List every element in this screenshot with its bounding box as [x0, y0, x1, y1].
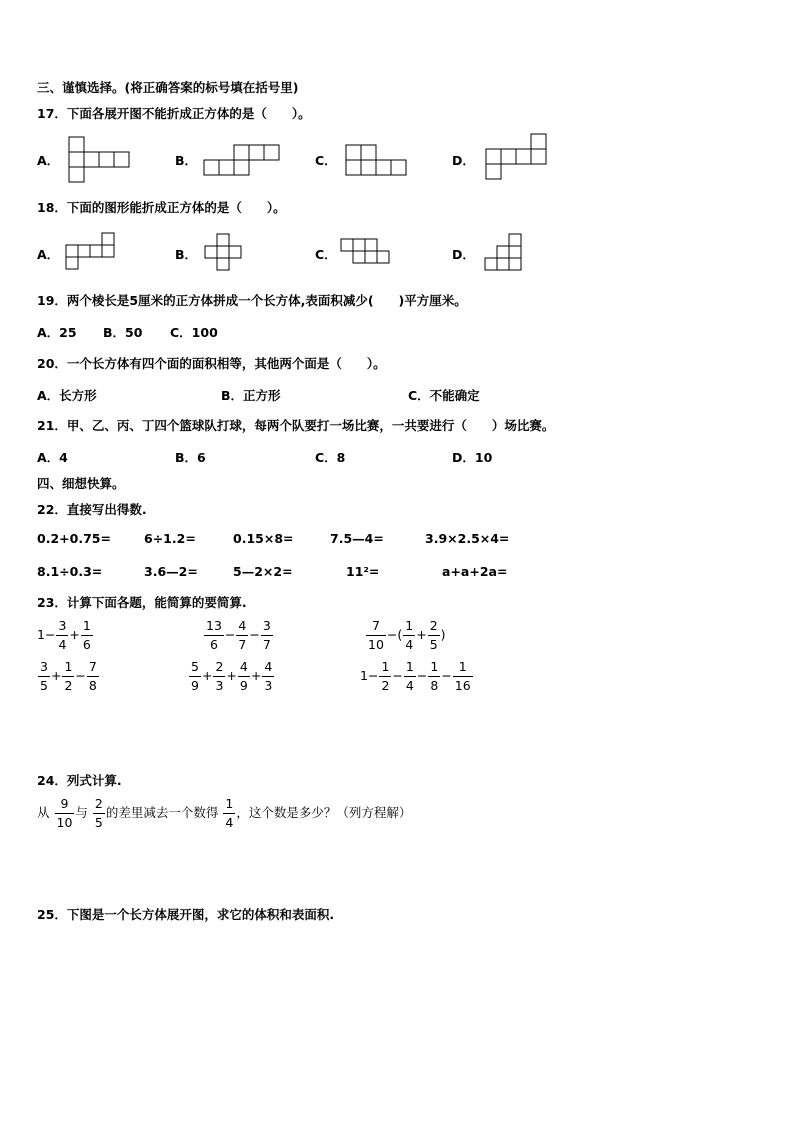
q23-expression-2: $\frac{13}{6}$ − $\frac{4}{7}$ − $\frac{3}{7}$: [206, 618, 271, 652]
q19-option-c: C．100: [170, 325, 218, 340]
q22-item: 0.2+0.75=: [37, 531, 111, 546]
fraction: $\frac{9}{10}$: [56, 796, 73, 830]
q22-item: 8.1÷0.3=: [37, 564, 103, 579]
q22-item: 3.6—2=: [144, 564, 198, 579]
q17-option-b: B．: [175, 153, 198, 168]
q19-option-a: A．25: [37, 325, 77, 340]
fraction: $\frac{2}{3}$: [215, 659, 224, 693]
q20-option-b: B．正方形: [221, 388, 281, 403]
question-25: 25．下图是一个长方体展开图，求它的体积和表面积.: [37, 907, 335, 922]
question-17: 17．下面各展开图不能折成正方体的是（ ）。: [37, 106, 311, 121]
fraction: $\frac{1}{4}$: [225, 796, 234, 830]
q18-option-b: B．: [175, 247, 198, 262]
fraction: $\frac{3}{4}$: [58, 618, 67, 652]
q24-statement: 从 $\frac{9}{10}$ 与 $\frac{2}{5}$ 的差里减去一个数得 $\frac{1}{4}$ ，这个数是多少？（列方程解）: [37, 796, 412, 830]
fraction: $\frac{1}{2}$: [64, 659, 73, 693]
q23-expression-4: $\frac{3}{5}$ + $\frac{1}{2}$ − $\frac{7}{8}$: [40, 659, 97, 693]
fraction: $\frac{1}{4}$: [405, 659, 414, 693]
fraction: $\frac{1}{16}$: [454, 659, 471, 693]
q22-item: 0.15×8=: [233, 531, 294, 546]
fraction: $\frac{5}{9}$: [191, 659, 199, 693]
question-24: 24．列式计算.: [37, 773, 122, 788]
q21-option-b: B．6: [175, 450, 206, 465]
fraction: $\frac{1}{4}$: [405, 618, 414, 652]
fraction: $\frac{4}{3}$: [264, 659, 273, 693]
fraction: $\frac{2}{5}$: [429, 618, 438, 652]
fraction: $\frac{7}{8}$: [88, 659, 97, 693]
fraction: $\frac{4}{9}$: [239, 659, 248, 693]
q17-net-a: [68, 136, 130, 184]
q17-net-d: [485, 133, 549, 183]
question-20: 20．一个长方体有四个面的面积相等，其他两个面是（ ）。: [37, 356, 386, 371]
q18-option-c: C．: [315, 247, 337, 262]
q22-item: 6÷1.2=: [144, 531, 196, 546]
q23-expression-3: $\frac{7}{10}$ −( $\frac{1}{4}$ + $\frac{2}{5}$ ): [368, 618, 446, 652]
q18-net-c: [340, 238, 392, 268]
question-21: 21．甲、乙、丙、丁四个篮球队打球，每两个队要打一场比赛，一共要进行（ ）场比赛。: [37, 418, 555, 433]
question-19: 19．两个棱长是5厘米的正方体拼成一个长方体,表面积减少( )平方厘米。: [37, 293, 467, 308]
q23-expression-5: $\frac{5}{9}$ + $\frac{2}{3}$ + $\frac{4}{9}$ + $\frac{4}{3}$: [191, 659, 273, 693]
q17-option-d: D．: [452, 153, 475, 168]
fraction: $\frac{1}{6}$: [82, 618, 91, 652]
q17-net-b: [203, 144, 281, 178]
q22-item: 11²=: [346, 564, 380, 579]
q19-option-b: B．50: [103, 325, 143, 340]
q23-expression-6: 1− $\frac{1}{2}$ − $\frac{1}{4}$ − $\frac{1}{8}$ − $\frac{1}{16}$: [360, 659, 471, 693]
fraction: $\frac{1}{2}$: [381, 659, 390, 693]
question-23: 23．计算下面各题，能简算的要简算.: [37, 595, 247, 610]
q22-item: 5—2×2=: [233, 564, 293, 579]
fraction: $\frac{4}{7}$: [238, 618, 247, 652]
q21-option-a: A．4: [37, 450, 68, 465]
q22-item: 3.9×2.5×4=: [425, 531, 510, 546]
q23-expression-1: 1− $\frac{3}{4}$ + $\frac{1}{6}$: [37, 618, 91, 652]
q17-option-a: A．: [37, 153, 60, 168]
q18-net-b: [204, 233, 244, 273]
fraction: $\frac{2}{5}$: [94, 796, 103, 830]
q20-option-a: A．长方形: [37, 388, 97, 403]
question-22: 22．直接写出得数.: [37, 502, 147, 517]
question-18: 18．下面的图形能折成正方体的是（ ）。: [37, 200, 286, 215]
q18-net-a: [64, 232, 116, 272]
fraction: $\frac{7}{10}$: [368, 618, 384, 652]
fraction: $\frac{1}{8}$: [430, 659, 439, 693]
q20-option-c: C．不能确定: [408, 388, 480, 403]
fraction: $\frac{13}{6}$: [206, 618, 222, 652]
q22-item: a+a+2a=: [442, 564, 508, 579]
section-3-heading: 三、谨慎选择。(将正确答案的标号填在括号里): [37, 80, 299, 95]
q22-item: 7.5—4=: [330, 531, 384, 546]
q17-net-c: [345, 144, 409, 178]
q18-option-d: D．: [452, 247, 475, 262]
fraction: $\frac{3}{5}$: [40, 659, 48, 693]
q17-option-c: C．: [315, 153, 337, 168]
section-4-heading: 四、细想快算。: [37, 476, 125, 491]
fraction: $\frac{3}{7}$: [262, 618, 271, 652]
q21-option-d: D．10: [452, 450, 493, 465]
q21-option-c: C．8: [315, 450, 346, 465]
q18-net-d: [483, 233, 525, 273]
q18-option-a: A．: [37, 247, 60, 262]
